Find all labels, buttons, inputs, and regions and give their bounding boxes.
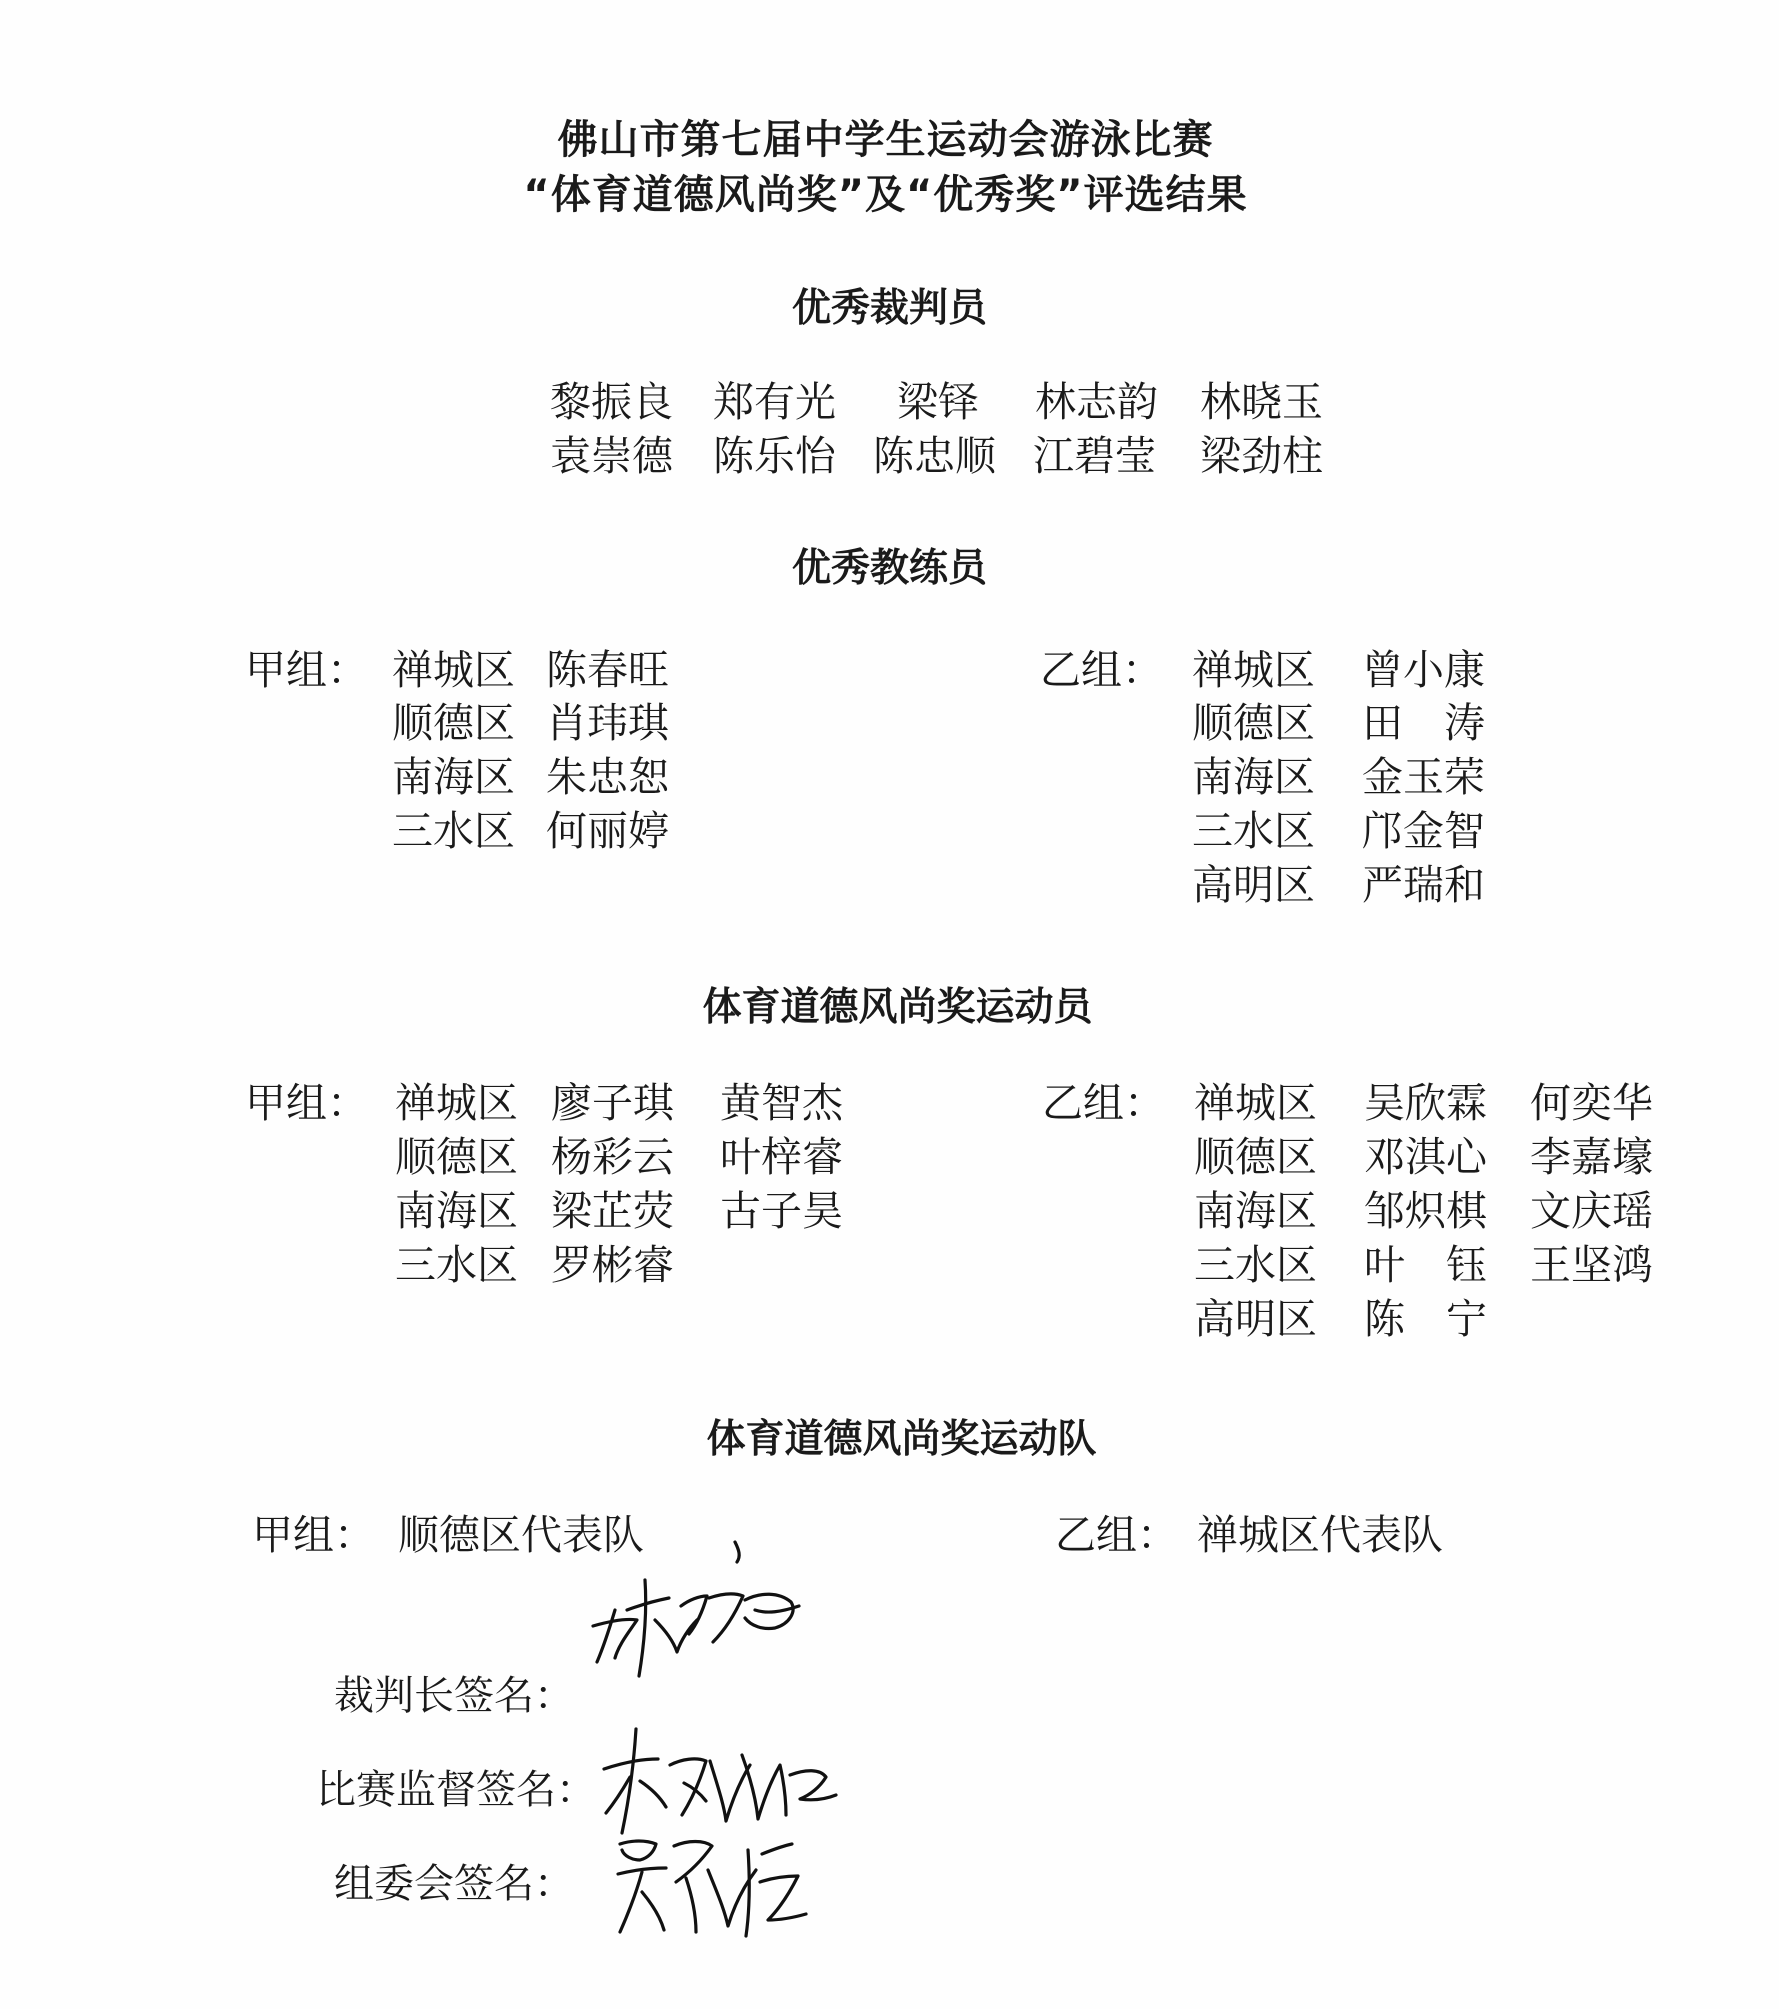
- referee-name: 梁铎: [897, 378, 979, 426]
- coach-name: 金玉荣: [1362, 753, 1485, 801]
- chief-referee-signature: [585, 1540, 815, 1680]
- athletes-heading: 体育道德风尚奖运动员: [702, 985, 1093, 1030]
- coaches-group-a-label: 甲组：: [245, 646, 368, 694]
- referee-name: 林志韵: [1035, 378, 1158, 426]
- coach-name: 陈春旺: [546, 646, 669, 694]
- athlete-district: 南海区: [395, 1187, 518, 1235]
- athlete-name: 王坚鸿: [1530, 1241, 1653, 1289]
- committee-signature: [612, 1830, 812, 1945]
- referee-name: 陈乐怡: [713, 432, 836, 480]
- athlete-name: 叶梓睿: [720, 1133, 843, 1181]
- chief-referee-signature-label: 裁判长签名：: [334, 1673, 574, 1719]
- athlete-district: 顺德区: [395, 1133, 518, 1181]
- referee-name: 梁劲柱: [1200, 432, 1323, 480]
- athlete-name: 陈 宁: [1364, 1295, 1487, 1343]
- coach-name: 邝金智: [1362, 807, 1485, 855]
- athlete-name: 廖子琪: [551, 1079, 674, 1127]
- referee-name: 黎振良: [550, 378, 673, 426]
- coach-district: 南海区: [392, 753, 515, 801]
- athlete-name: 古子昊: [720, 1187, 843, 1235]
- teams-heading: 体育道德风尚奖运动队: [706, 1417, 1097, 1462]
- coach-district: 南海区: [1192, 753, 1315, 801]
- team-name: 顺德区代表队: [398, 1511, 644, 1559]
- coach-district: 禅城区: [392, 646, 515, 694]
- team-name: 禅城区代表队: [1197, 1511, 1443, 1559]
- coach-district: 禅城区: [1192, 646, 1315, 694]
- referee-name: 袁崇德: [550, 432, 673, 480]
- referee-name: 郑有光: [713, 378, 836, 426]
- athletes-group-a-label: 甲组：: [245, 1079, 368, 1127]
- referee-name: 陈忠顺: [873, 432, 996, 480]
- athlete-name: 黄智杰: [720, 1079, 843, 1127]
- teams-group-b-label: 乙组：: [1055, 1511, 1178, 1559]
- coach-district: 顺德区: [1192, 699, 1315, 747]
- athletes-group-b-label: 乙组：: [1042, 1079, 1165, 1127]
- athlete-name: 邓淇心: [1364, 1133, 1487, 1181]
- coach-name: 朱忠恕: [546, 753, 669, 801]
- athlete-district: 禅城区: [395, 1079, 518, 1127]
- athlete-name: 叶 钰: [1364, 1241, 1487, 1289]
- coach-name: 何丽婷: [546, 807, 669, 855]
- athlete-name: 李嘉壕: [1530, 1133, 1653, 1181]
- referee-name: 林晓玉: [1200, 378, 1323, 426]
- coach-name: 田 涛: [1362, 699, 1485, 747]
- coach-name: 肖玮琪: [546, 699, 669, 747]
- document-title-line1: 佛山市第七届中学生运动会游泳比赛: [557, 117, 1214, 163]
- athlete-district: 三水区: [395, 1241, 518, 1289]
- teams-group-a-label: 甲组：: [252, 1511, 375, 1559]
- coach-name: 严瑞和: [1362, 861, 1485, 909]
- athlete-district: 顺德区: [1194, 1133, 1317, 1181]
- athlete-district: 三水区: [1194, 1241, 1317, 1289]
- athlete-district: 禅城区: [1194, 1079, 1317, 1127]
- coach-name: 曾小康: [1362, 646, 1485, 694]
- athlete-name: 梁芷荧: [551, 1187, 674, 1235]
- referee-name: 江碧莹: [1033, 432, 1156, 480]
- coach-district: 高明区: [1192, 861, 1315, 909]
- coach-district: 三水区: [1192, 807, 1315, 855]
- athlete-name: 何奕华: [1530, 1079, 1653, 1127]
- committee-signature-label: 组委会签名：: [334, 1861, 574, 1907]
- supervisor-signature: [600, 1725, 840, 1840]
- document-title-line2: “体育道德风尚奖”及“优秀奖”评选结果: [523, 172, 1248, 218]
- coach-district: 三水区: [392, 807, 515, 855]
- coach-district: 顺德区: [392, 699, 515, 747]
- athlete-name: 罗彬睿: [551, 1241, 674, 1289]
- athlete-name: 吴欣霖: [1364, 1079, 1487, 1127]
- referees-heading: 优秀裁判员: [791, 286, 987, 331]
- supervisor-signature-label: 比赛监督签名：: [316, 1767, 596, 1813]
- athlete-name: 杨彩云: [551, 1133, 674, 1181]
- athlete-name: 文庆瑶: [1530, 1187, 1653, 1235]
- coaches-heading: 优秀教练员: [791, 546, 987, 591]
- coaches-group-b-label: 乙组：: [1040, 646, 1163, 694]
- athlete-district: 高明区: [1194, 1295, 1317, 1343]
- athlete-name: 邹炽棋: [1364, 1187, 1487, 1235]
- athlete-district: 南海区: [1194, 1187, 1317, 1235]
